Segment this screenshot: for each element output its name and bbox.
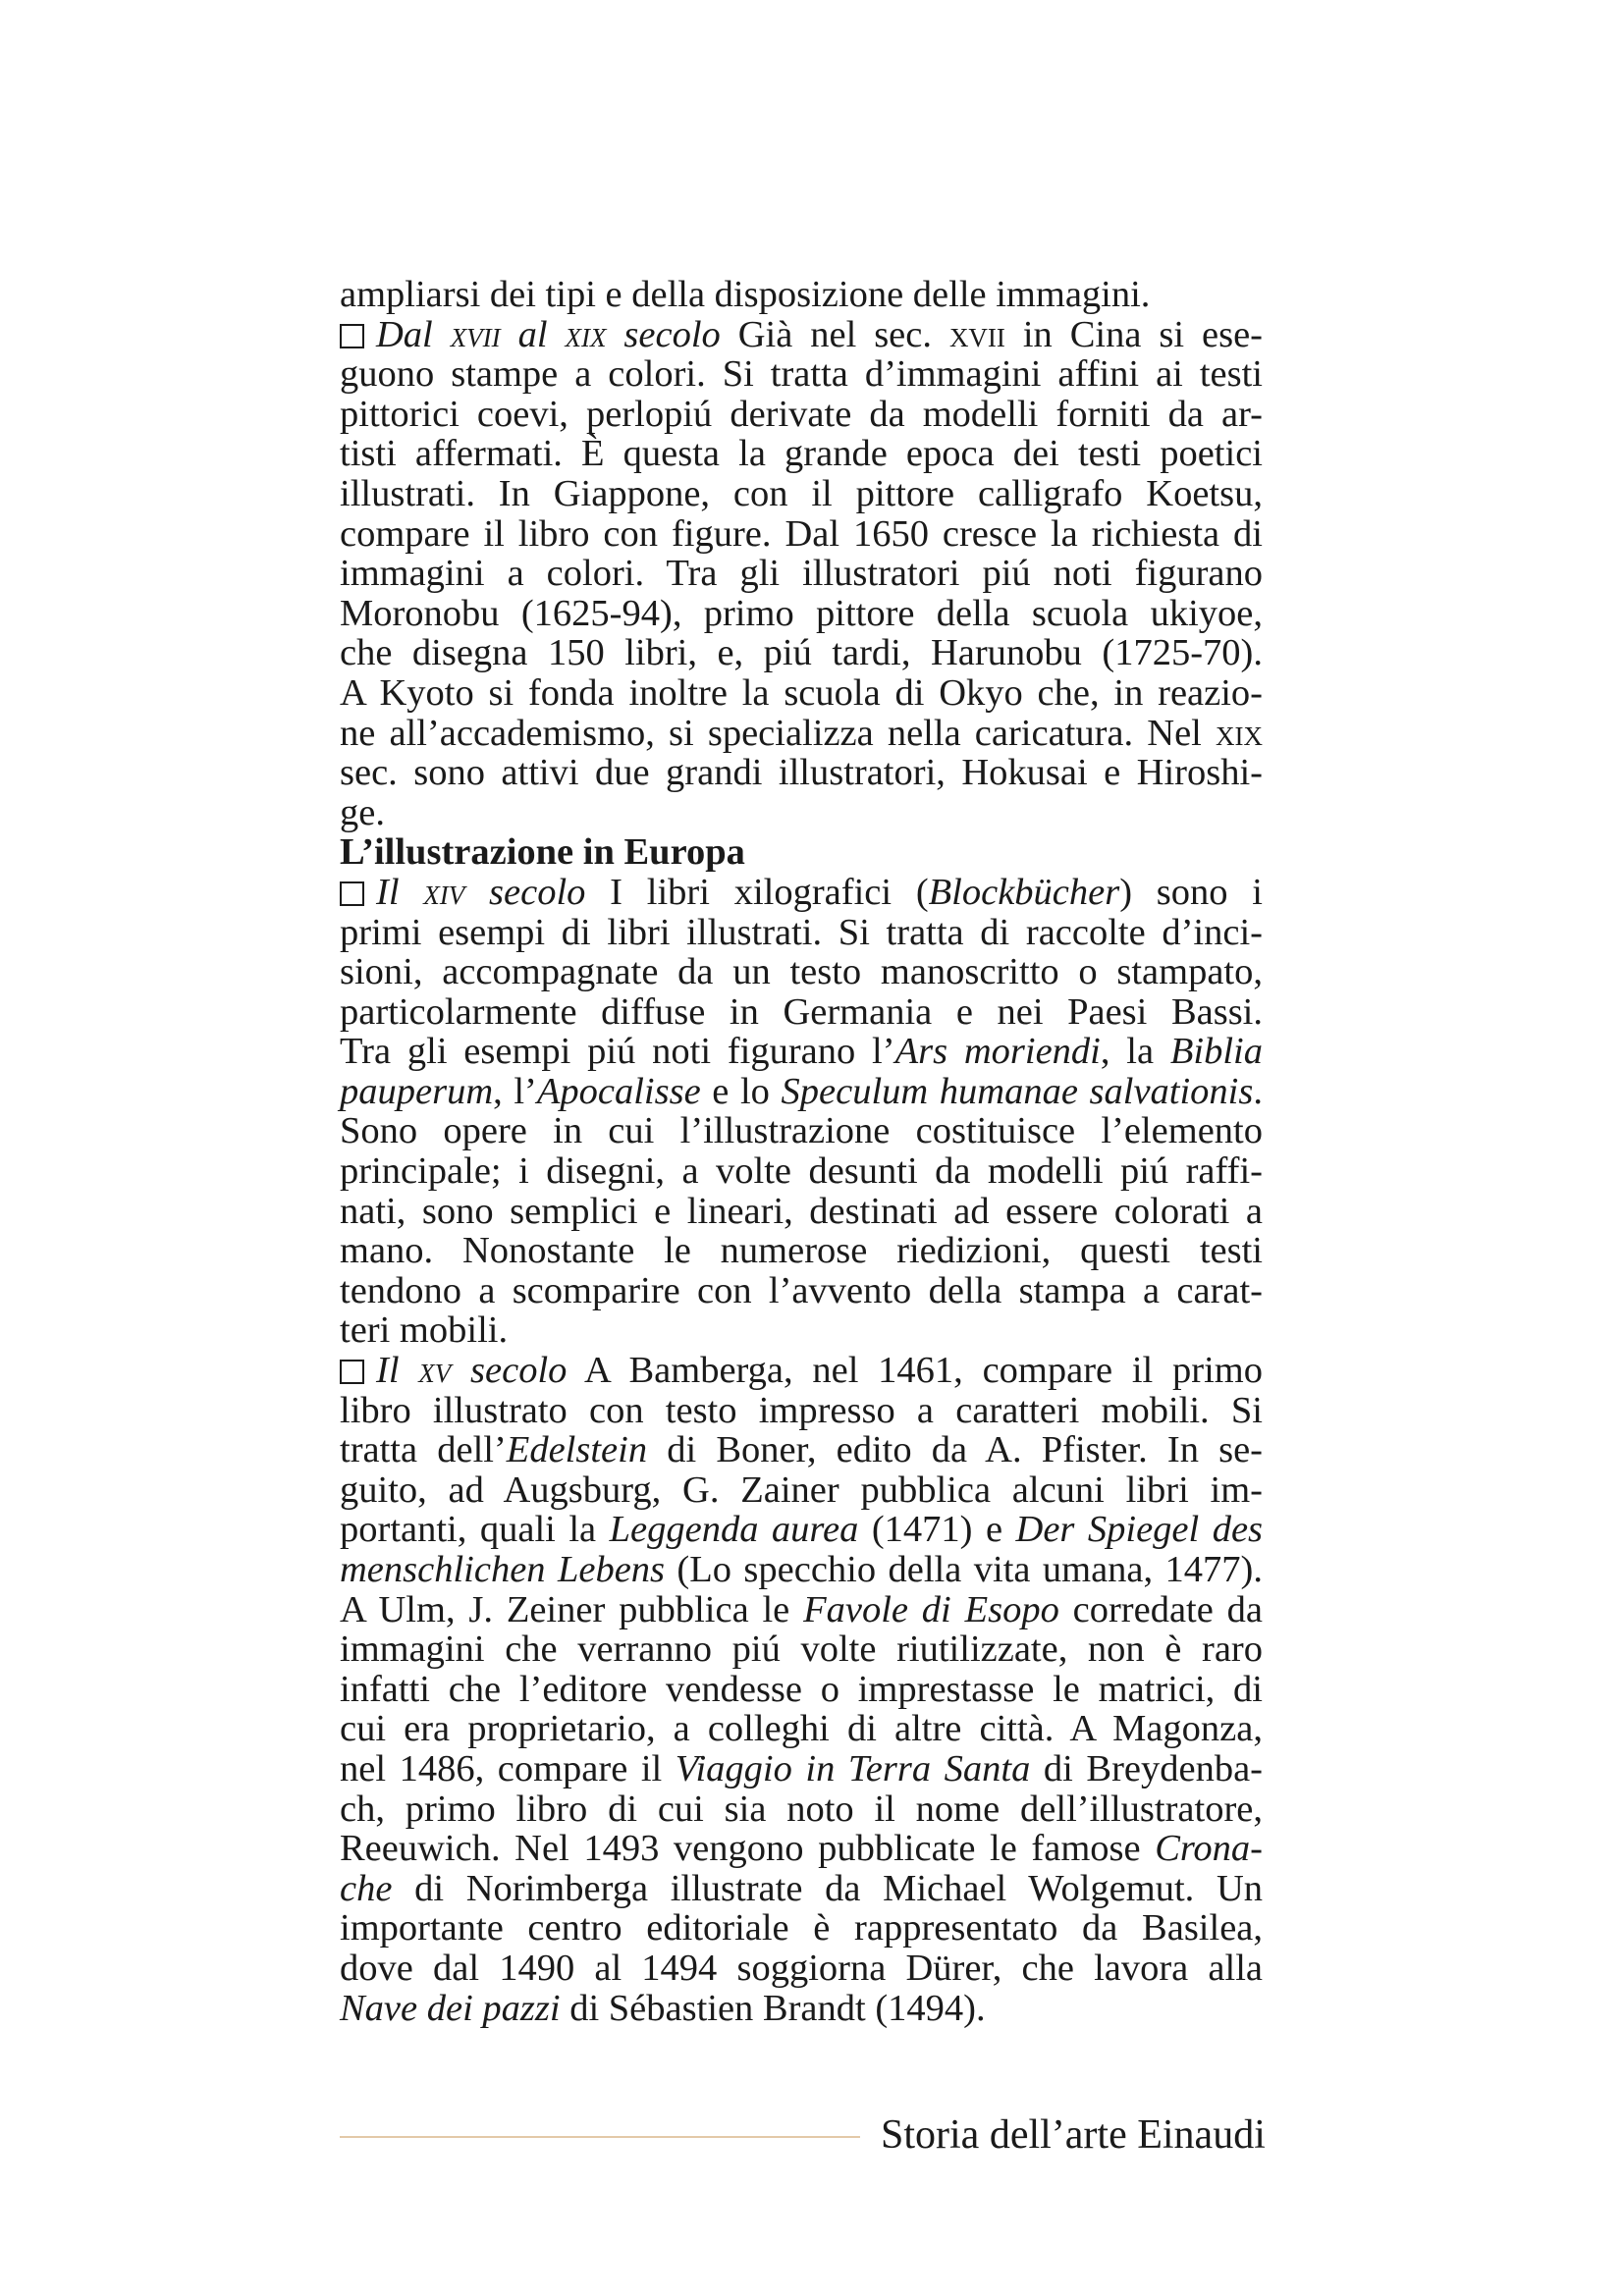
text-run: che disegna 150 libri, e, piú tardi, Harunobu (1725-70). bbox=[340, 632, 1263, 674]
text-line bbox=[340, 753, 1263, 793]
text-run: di Boner, edito da A. Pfister. In se- bbox=[647, 1429, 1263, 1471]
text-run: secolo bbox=[464, 871, 586, 913]
text-run: (Lo specchio della vita umana, 1477). bbox=[665, 1549, 1263, 1590]
text-line bbox=[340, 1869, 1263, 1909]
text-line bbox=[340, 354, 1263, 395]
text-run: ampliarsi dei tipi e della disposizione delle immagini. bbox=[340, 274, 1151, 315]
text-run: pauperum bbox=[340, 1070, 494, 1112]
text-line bbox=[340, 1430, 1263, 1470]
text-run: illustrati. In Giappone, con il pittore calligrafo Koetsu, bbox=[340, 472, 1263, 514]
text-line bbox=[340, 1908, 1263, 1949]
text-run: xix bbox=[565, 313, 607, 355]
text-run: Speculum humanae salvationis bbox=[781, 1070, 1254, 1112]
text-line bbox=[340, 992, 1263, 1033]
text-line bbox=[340, 952, 1263, 992]
text-line bbox=[340, 1470, 1263, 1511]
text-run: in Cina si ese- bbox=[1004, 313, 1263, 355]
text-line bbox=[340, 554, 1263, 594]
text-run: immagini a colori. Tra gli illustratori piú noti figurano bbox=[340, 553, 1263, 595]
text-line bbox=[340, 1072, 1263, 1112]
text-line bbox=[340, 1629, 1263, 1670]
text-run: I libri xilografici ( bbox=[585, 871, 929, 913]
text-run: , la bbox=[1100, 1031, 1170, 1073]
text-run: guito, ad Augsburg, G. Zainer pubblica alcuni libri im- bbox=[340, 1468, 1263, 1511]
text-line bbox=[340, 315, 1263, 355]
text-line bbox=[340, 395, 1263, 435]
text-run: Ars moriendi bbox=[894, 1031, 1101, 1073]
text-line bbox=[340, 434, 1263, 474]
text-run: Il bbox=[376, 871, 424, 913]
text-run: cui era proprietario, a colleghi di altre città. A Magonza, bbox=[340, 1708, 1263, 1750]
text-run: xiv bbox=[423, 871, 465, 913]
square-bullet-icon bbox=[340, 324, 364, 348]
text-run: importante centro editoriale è rappresentato da Basilea, bbox=[340, 1907, 1263, 1949]
text-run: al bbox=[500, 313, 566, 355]
text-run: (1471) e bbox=[858, 1509, 1016, 1551]
text-run: Favole di Esopo bbox=[803, 1588, 1059, 1630]
text-line bbox=[340, 1351, 1263, 1391]
text-line bbox=[340, 1590, 1263, 1630]
text-run: . bbox=[1253, 1070, 1263, 1112]
text-run: Blockbücher bbox=[928, 871, 1120, 913]
text-run: particolarmente diffuse in Germania e nei Paesi Bassi. bbox=[340, 990, 1263, 1033]
text-line bbox=[340, 1151, 1263, 1192]
text-run: sec. sono attivi due grandi illustratori, Hokusai e Hiroshi- bbox=[340, 752, 1263, 794]
text-run: dove dal 1490 al 1494 soggiorna Dürer, che lavora alla bbox=[340, 1947, 1263, 1989]
body-text bbox=[340, 275, 1263, 2028]
text-run: Moronobu (1625-94), primo pittore della scuola ukiyoe, bbox=[340, 592, 1263, 634]
text-run: Nave dei pazzi bbox=[340, 1987, 561, 2029]
text-line bbox=[340, 1789, 1263, 1830]
square-bullet-icon bbox=[340, 1360, 364, 1384]
text-run: Viaggio in Terra Santa bbox=[675, 1747, 1031, 1789]
text-run: nati, sono semplici e lineari, destinati ad essere colorati a bbox=[340, 1190, 1263, 1232]
text-run: e lo bbox=[700, 1070, 782, 1112]
text-line bbox=[340, 1032, 1263, 1072]
text-line bbox=[340, 514, 1263, 555]
footer-divider bbox=[340, 2136, 860, 2138]
text-run: portanti, quali la bbox=[340, 1509, 610, 1551]
text-run: Tra gli esempi piú noti figurano l’ bbox=[340, 1031, 895, 1073]
text-line bbox=[340, 1829, 1263, 1869]
text-run: tisti affermati. È questa la grande epoca dei testi poetici bbox=[340, 433, 1263, 475]
text-run: teri mobili. bbox=[340, 1309, 509, 1352]
text-run: A Kyoto si fonda inoltre la scuola di Okyo che, in reazio- bbox=[340, 671, 1263, 714]
text-line bbox=[340, 793, 1263, 833]
text-run: xvii bbox=[450, 313, 501, 355]
text-run: A Ulm, J. Zeiner pubblica le bbox=[340, 1588, 804, 1630]
text-run: L’illustrazione in Europa bbox=[340, 831, 745, 874]
text-line bbox=[340, 1192, 1263, 1232]
text-line bbox=[340, 1231, 1263, 1271]
text-line bbox=[340, 1550, 1263, 1590]
text-run: Sono opere in cui l’illustrazione costituisce l’elemento bbox=[340, 1110, 1263, 1152]
text-run: tendono a scomparire con l’avvento della stampa a carat- bbox=[340, 1269, 1263, 1311]
text-line bbox=[340, 714, 1263, 754]
text-run: compare il libro con figure. Dal 1650 cresce la richiesta di bbox=[340, 512, 1263, 555]
text-line bbox=[340, 1989, 1263, 2029]
text-line bbox=[340, 275, 1263, 315]
text-line bbox=[340, 1949, 1263, 1989]
text-run: Dal bbox=[376, 313, 451, 355]
square-bullet-icon bbox=[340, 881, 364, 906]
text-run: mano. Nonostante le numerose riedizioni, questi testi bbox=[340, 1230, 1263, 1272]
text-run: ch, primo libro di cui sia noto il nome dell’illustratore, bbox=[340, 1788, 1263, 1830]
text-run: di Sébastien Brandt (1494). bbox=[560, 1987, 986, 2029]
text-run: di Breydenba- bbox=[1030, 1747, 1263, 1789]
text-line bbox=[340, 873, 1263, 913]
text-run: libro illustrato con testo impresso a caratteri mobili. Si bbox=[340, 1389, 1263, 1431]
text-run: secolo bbox=[606, 313, 721, 355]
text-run: , l’ bbox=[493, 1070, 537, 1112]
text-line bbox=[340, 1510, 1263, 1550]
text-run: Già nel sec. bbox=[720, 313, 949, 355]
text-run: ) sono i bbox=[1119, 871, 1263, 913]
text-run: di Norimberga illustrate da Michael Wolgemut. Un bbox=[392, 1867, 1263, 1909]
text-line bbox=[340, 1391, 1263, 1431]
text-line bbox=[340, 1310, 1263, 1351]
footer-title: Storia dell’arte Einaudi bbox=[881, 2112, 1266, 2158]
text-run: infatti che l’editore vendesse o imprestasse le matrici, di bbox=[340, 1668, 1263, 1710]
text-run: xv bbox=[418, 1350, 452, 1392]
text-run: Edelstein bbox=[506, 1429, 648, 1471]
text-run: principale; i disegni, a volte desunti da modelli piú raffi- bbox=[340, 1150, 1263, 1193]
text-run: Leggenda aurea bbox=[609, 1509, 859, 1551]
text-line bbox=[340, 474, 1263, 514]
text-run: Der Spiegel des bbox=[1015, 1509, 1264, 1551]
text-run: secolo bbox=[451, 1350, 568, 1392]
text-line bbox=[340, 1709, 1263, 1749]
text-run: tratta dell’ bbox=[340, 1429, 507, 1471]
text-line bbox=[340, 1670, 1263, 1710]
text-run: Reeuwich. Nel 1493 vengono pubblicate le famose bbox=[340, 1828, 1156, 1870]
text-run: corredate da bbox=[1058, 1588, 1263, 1630]
text-run: Il bbox=[376, 1350, 419, 1392]
text-line bbox=[340, 1111, 1263, 1151]
text-line bbox=[340, 1749, 1263, 1789]
text-run: immagini che verranno piú volte riutilizzate, non è raro bbox=[340, 1629, 1263, 1671]
text-run: ge. bbox=[340, 791, 385, 833]
text-line bbox=[340, 1271, 1263, 1311]
text-line bbox=[340, 913, 1263, 953]
text-line bbox=[340, 673, 1263, 714]
text-run: Apocalisse bbox=[536, 1070, 701, 1112]
text-run: primi esempi di libri illustrati. Si tratta di raccolte d’inci- bbox=[340, 911, 1263, 953]
text-line bbox=[340, 633, 1263, 673]
text-line bbox=[340, 594, 1263, 634]
text-run: guono stampe a colori. Si tratta d’immagini affini ai testi bbox=[340, 353, 1263, 396]
text-run: che bbox=[340, 1867, 393, 1909]
section-heading bbox=[340, 832, 1263, 873]
text-run: Crona- bbox=[1155, 1828, 1263, 1870]
text-run: menschlichen Lebens bbox=[340, 1549, 666, 1590]
text-run: ne all’accademismo, si specializza nella caricatura. Nel bbox=[340, 712, 1216, 754]
text-run: pittorici coevi, perlopiú derivate da modelli forniti da ar- bbox=[340, 393, 1263, 435]
text-run: A Bamberga, nel 1461, compare il primo bbox=[567, 1350, 1263, 1392]
text-run: nel 1486, compare il bbox=[340, 1747, 676, 1789]
text-run: xix bbox=[1216, 712, 1263, 754]
text-run: sioni, accompagnate da un testo manoscritto o stampato, bbox=[340, 951, 1263, 993]
text-run: Biblia bbox=[1169, 1031, 1263, 1073]
text-run: xvii bbox=[948, 313, 1005, 355]
